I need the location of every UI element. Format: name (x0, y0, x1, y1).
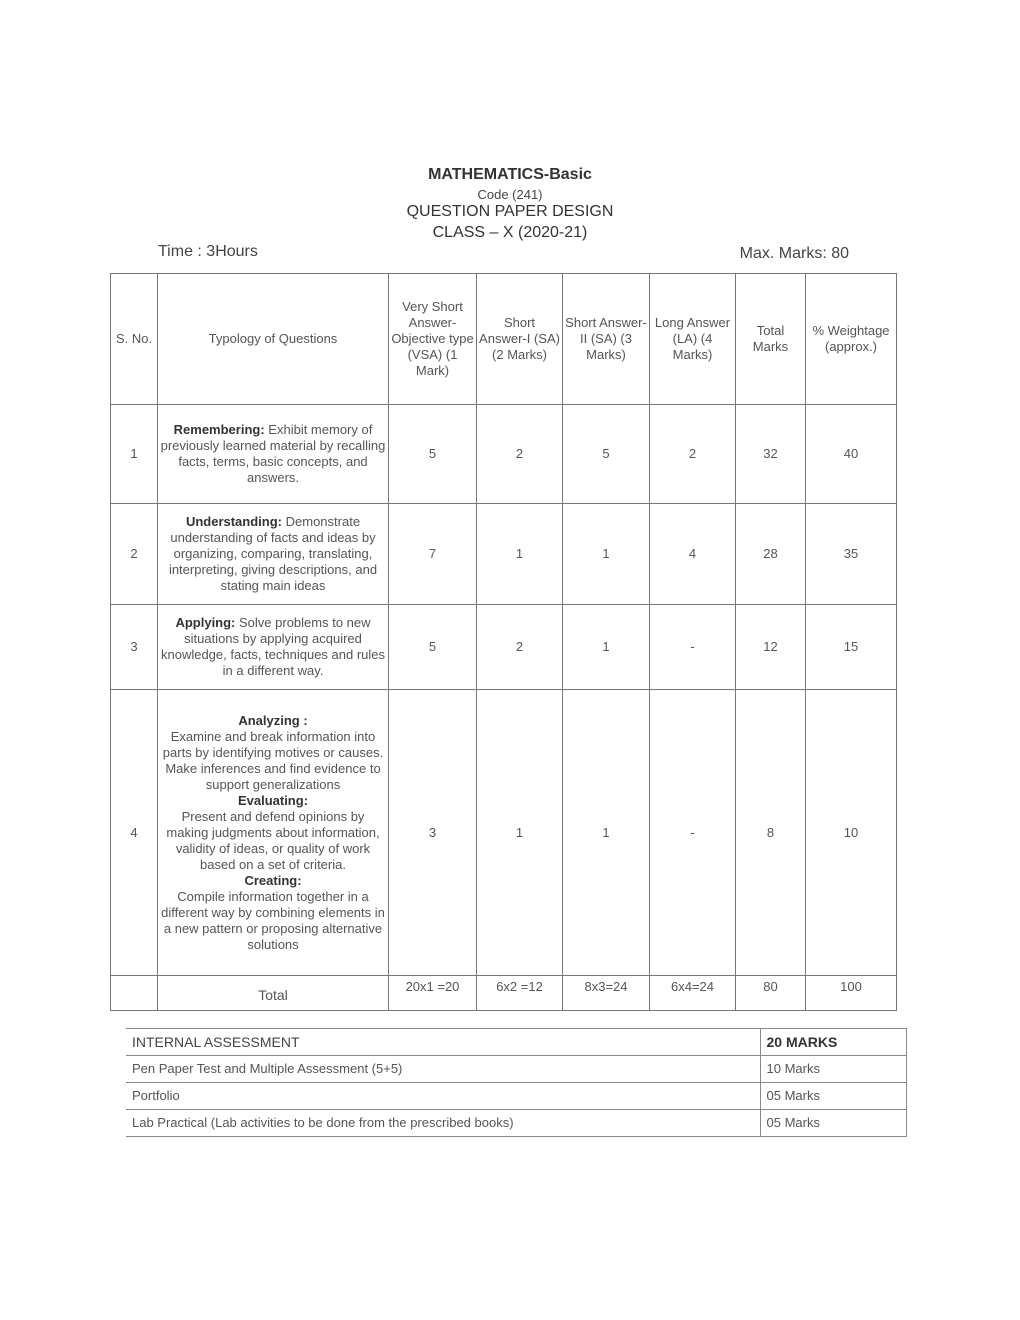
row-typology (158, 690, 389, 976)
typology-title: Understanding: (185, 514, 282, 529)
typology-desc: Present and defend opinions by making judgments about information, validity of ideas, or quality of work based on a set of criteria. (166, 808, 380, 872)
cell-vsa: 5 (389, 605, 477, 690)
subject-title: MATHEMATICS-Basic (428, 166, 592, 183)
cell-weightage: 15 (806, 605, 897, 690)
typology-desc: Solve problems to new situations by applying acquired knowledge, facts, techniques and rules in a different way. (160, 615, 386, 678)
table-header-row (111, 274, 897, 405)
cell-weightage: 10 (806, 690, 897, 976)
cell-sa1: 2 (477, 405, 563, 504)
total-weightage: 100 (806, 976, 897, 1011)
total-label: Total (158, 976, 389, 1011)
row-typology (158, 405, 389, 504)
table-row (111, 605, 897, 690)
cell-sa2: 1 (563, 504, 650, 605)
assessment-label: Portfolio (126, 1083, 760, 1110)
row-sno: 3 (111, 605, 158, 690)
cell-sa2: 1 (563, 690, 650, 976)
internal-assessment-table (126, 1028, 907, 1137)
col-weightage: % Weightage (approx.) (806, 274, 897, 405)
col-sno: S. No. (111, 274, 158, 405)
cell-sa2: 1 (563, 605, 650, 690)
max-marks-label: Max. Marks: 80 (739, 245, 849, 262)
time-label: Time : 3Hours (158, 243, 258, 260)
row-sno: 2 (111, 504, 158, 605)
typology-desc: Examine and break information into parts by identifying motives or causes. Make inferences and find evidence to support generalizations (162, 728, 384, 792)
cell-vsa: 5 (389, 405, 477, 504)
cell-total: 12 (736, 605, 806, 690)
list-item (126, 1110, 906, 1137)
cell-la: 4 (650, 504, 736, 605)
cell-sa1: 1 (477, 690, 563, 976)
internal-assessment-title: INTERNAL ASSESSMENT (126, 1029, 760, 1056)
col-vsa: Very Short Answer-Objective type (VSA) (1 Mark) (389, 274, 477, 405)
subject-code: Code (241) (477, 187, 543, 202)
cell-la: 2 (650, 405, 736, 504)
col-total: Total Marks (736, 274, 806, 405)
cell-total: 8 (736, 690, 806, 976)
cell-la: - (650, 605, 736, 690)
typology-title: Creating: (244, 872, 302, 888)
cell-total: 32 (736, 405, 806, 504)
typology-title: Applying: (175, 615, 236, 630)
cell-sa1: 2 (477, 605, 563, 690)
internal-assessment-marks: 20 MARKS (760, 1029, 906, 1056)
total-sa1: 6x2 =12 (477, 976, 563, 1011)
row-typology (158, 605, 389, 690)
design-title: QUESTION PAPER DESIGN (406, 203, 614, 220)
typology-title: Remembering: (173, 422, 265, 437)
assessment-label: Pen Paper Test and Multiple Assessment (5+5) (126, 1056, 760, 1083)
assessment-marks: 05 Marks (760, 1110, 906, 1137)
table-row (111, 690, 897, 976)
typology-title: Analyzing : (238, 712, 308, 728)
question-design-table (110, 273, 897, 1011)
col-la: Long Answer (LA) (4 Marks) (650, 274, 736, 405)
cell-total: 28 (736, 504, 806, 605)
typology-desc: Exhibit memory of previously learned material by recalling facts, terms, basic concepts, and answers. (160, 422, 386, 485)
total-sa2: 8x3=24 (563, 976, 650, 1011)
assessment-marks: 05 Marks (760, 1083, 906, 1110)
total-vsa: 20x1 =20 (389, 976, 477, 1011)
assessment-marks: 10 Marks (760, 1056, 906, 1083)
total-marks: 80 (736, 976, 806, 1011)
cell-sa1: 1 (477, 504, 563, 605)
row-typology (158, 504, 389, 605)
list-item (126, 1083, 906, 1110)
row-sno: 4 (111, 690, 158, 976)
total-row (111, 976, 897, 1011)
total-sno (111, 976, 158, 1011)
typology-desc: Compile information together in a different way by combining elements in a new pattern or proposing alternative solutions (161, 888, 385, 952)
table-row (111, 405, 897, 504)
table-row (111, 504, 897, 605)
cell-weightage: 40 (806, 405, 897, 504)
cell-weightage: 35 (806, 504, 897, 605)
typology-desc: Demonstrate understanding of facts and ideas by organizing, comparing, translating, interpreting, giving descriptions, and stating main ideas (168, 514, 378, 593)
cell-la: - (650, 690, 736, 976)
internal-assessment-header (126, 1029, 906, 1056)
col-sa2: Short Answer-II (SA) (3 Marks) (563, 274, 650, 405)
cell-sa2: 5 (563, 405, 650, 504)
total-la: 6x4=24 (650, 976, 736, 1011)
cell-vsa: 3 (389, 690, 477, 976)
typology-title: Evaluating: (237, 792, 309, 808)
col-sa1: Short Answer-I (SA) (2 Marks) (477, 274, 563, 405)
assessment-label: Lab Practical (Lab activities to be done from the prescribed books) (126, 1110, 760, 1137)
row-sno: 1 (111, 405, 158, 504)
list-item (126, 1056, 906, 1083)
cell-vsa: 7 (389, 504, 477, 605)
col-typology: Typology of Questions (158, 274, 389, 405)
class-title: CLASS – X (2020-21) (432, 224, 588, 241)
